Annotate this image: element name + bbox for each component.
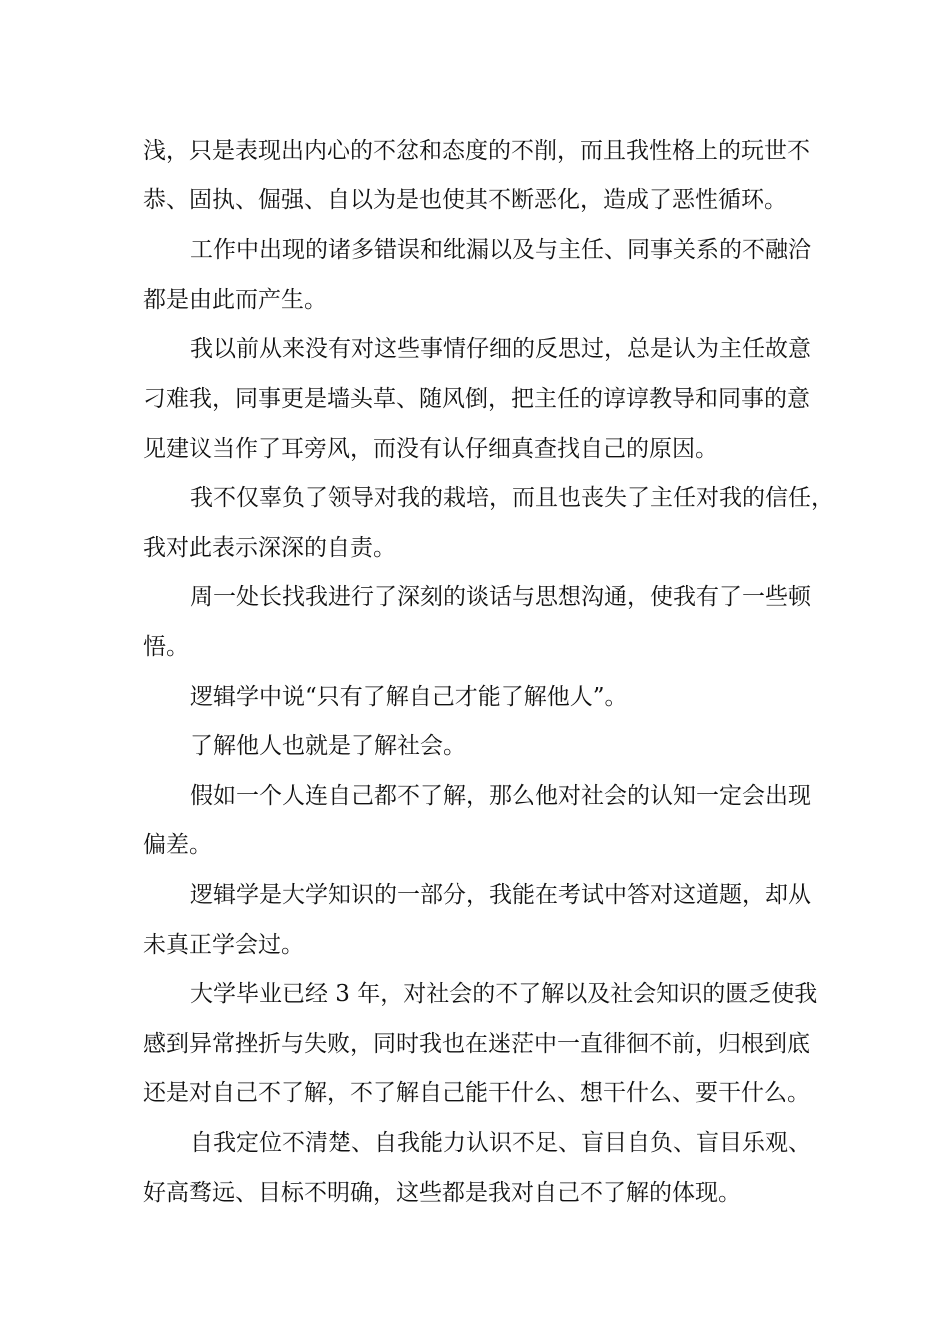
text-line: 我对此表示深深的自责。 xyxy=(143,535,396,561)
text-line: 都是由此而产生。 xyxy=(143,287,327,313)
text-line: 见建议当作了耳旁风，而没有认仔细真查找自己的原因。 xyxy=(143,436,718,462)
text-line: 未真正学会过。 xyxy=(143,932,304,958)
text-line: 浅，只是表现出内心的不忿和态度的不削，而且我性格上的玩世不 xyxy=(143,138,810,164)
text-line: 刁难我，同事更是墙头草、随风倒，把主任的谆谆教导和同事的意 xyxy=(143,386,810,412)
paragraph-start: 我以前从来没有对这些事情仔细的反思过，总是认为主任故意 xyxy=(190,336,811,362)
text-line: 恭、固执、倔强、自以为是也使其不断恶化，造成了恶性循环。 xyxy=(143,187,787,213)
text-line: 偏差。 xyxy=(143,832,212,858)
paragraph-start: 了解他人也就是了解社会。 xyxy=(190,733,466,759)
paragraph-start: 逻辑学是大学知识的一部分，我能在考试中答对这道题，却从 xyxy=(190,882,811,908)
paragraph-start: 自我定位不清楚、自我能力认识不足、盲目自负、盲目乐观、 xyxy=(190,1130,811,1156)
text-line: 感到异常挫折与失败，同时我也在迷茫中一直徘徊不前，归根到底 xyxy=(143,1031,810,1057)
paragraph-start: 假如一个人连自己都不了解，那么他对社会的认知一定会出现 xyxy=(190,783,811,809)
paragraph-start: 大学毕业已经 3 年，对社会的不了解以及社会知识的匮乏使我 xyxy=(190,981,818,1007)
paragraph-start: 工作中出现的诸多错误和纰漏以及与主任、同事关系的不融洽 xyxy=(190,237,811,263)
paragraph-start: 我不仅辜负了领导对我的栽培，而且也丧失了主任对我的信任， xyxy=(190,485,834,511)
paragraph-start: 周一处长找我进行了深刻的谈话与思想沟通，使我有了一些顿 xyxy=(190,584,811,610)
text-line: 还是对自己不了解，不了解自己能干什么、想干什么、要干什么。 xyxy=(143,1080,810,1106)
text-line: 悟。 xyxy=(143,634,189,660)
text-line: 好高骛远、目标不明确，这些都是我对自己不了解的体现。 xyxy=(143,1180,741,1206)
paragraph-start: 逻辑学中说“只有了解自己才能了解他人”。 xyxy=(190,684,628,710)
